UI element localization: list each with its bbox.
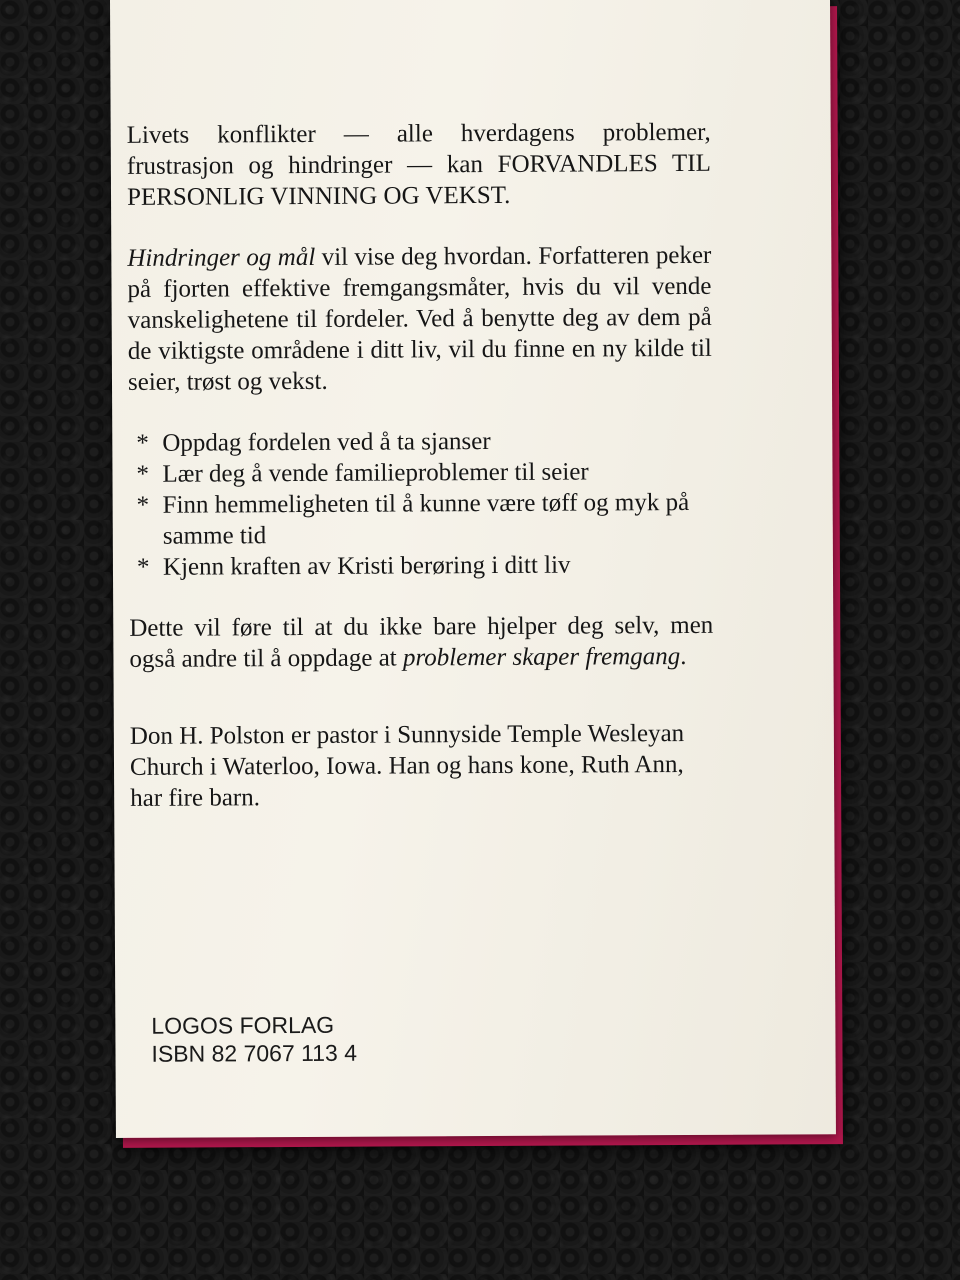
intro-caps-text: FORVANDLES TIL PERSONLIG VINNING OG VEKST. — [126, 149, 711, 211]
list-item — [137, 487, 713, 552]
description-paragraph — [127, 240, 712, 398]
publisher-name: LOGOS FORLAG — [151, 1011, 335, 1039]
closing-period: . — [680, 642, 687, 671]
publisher-block — [151, 1011, 357, 1068]
bullet-asterisk: * — [136, 460, 150, 488]
list-item — [137, 549, 713, 583]
list-item-text: Oppdag fordelen ved å ta sjanser — [162, 428, 491, 457]
closing-italic: problemer skaper fremgang — [402, 643, 681, 672]
closing-paragraph — [129, 610, 713, 675]
list-item-text: Finn hemmeligheten til å kunne være tøff og myk på samme tid — [162, 488, 690, 550]
list-item — [136, 456, 712, 490]
blurb-text — [127, 117, 715, 844]
list-item-text: Lær deg å vende familieproblemer til seier — [162, 458, 589, 488]
list-item — [136, 425, 712, 459]
intro-paragraph — [127, 117, 711, 213]
description-text: vil vise deg hvordan. Forfatteren peker på fjorten effektive fremgangsmåter, hvis du vil vende vanskelighetene til fordeler. Ved å benytte deg av dem på de viktigste områdene i ditt liv, vil du finne en ny kilde til seier, trøst og vekst. — [127, 241, 712, 396]
intro-text: Livets konflikter — alle hverdagens problemer, frustrasjon og hindringer — kan — [126, 118, 711, 180]
author-bio: Don H. Polston er pastor i Sunnyside Temple Wesleyan Church i Waterloo, Iowa. Han og hans kone, Ruth Ann, har fire barn. — [129, 720, 685, 812]
bullet-asterisk: * — [136, 429, 149, 457]
bullet-asterisk: * — [136, 491, 150, 519]
book-back-cover — [110, 0, 836, 1138]
bullet-asterisk: * — [136, 553, 150, 581]
benefit-list — [128, 425, 713, 583]
isbn-number: ISBN 82 7067 113 4 — [151, 1039, 358, 1067]
closing-text: Dette vil føre til at du ikke bare hjelper deg selv, men også andre til å oppdage at — [129, 611, 714, 673]
list-item-text: Kjenn kraften av Kristi berøring i ditt liv — [162, 551, 571, 581]
book-title-italic: Hindringer og mål — [127, 243, 316, 272]
